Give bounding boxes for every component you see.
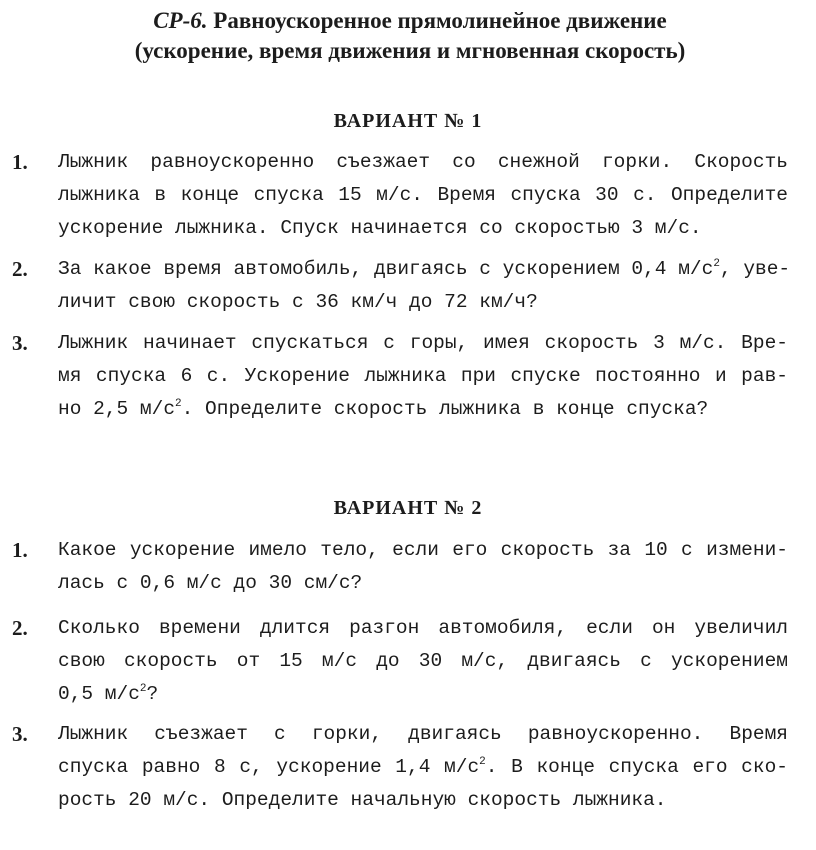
- problem-text-line: лыжника в конце спуска 15 м/с. Время спуска 30 с. Определите: [58, 184, 788, 206]
- worksheet-title-text: Равноускоренное прямолинейное движение: [213, 8, 667, 33]
- superscript: 2: [479, 756, 486, 768]
- problem-number: 1.: [12, 150, 28, 174]
- worksheet-code: СР-6.: [153, 8, 208, 33]
- problem-text-line: спуска равно 8 с, ускорение 1,4 $м/с^2$. В конце спуска его ско-: [58, 756, 788, 778]
- problem-text-line: рость 20 м/с. Определите начальную скорость лыжника.: [58, 789, 667, 811]
- problem-text-line: За какое время автомобиль, двигаясь с ускорением 0,4 $м/с^2$, уве-: [58, 258, 791, 280]
- problem-text-line: личит свою скорость с 36 км/ч до 72 км/ч?: [58, 291, 538, 313]
- problem-number: 2.: [12, 257, 28, 281]
- problem-text-line: ускорение лыжника. Спуск начинается со скоростью 3 м/с.: [58, 217, 702, 239]
- problem-text-line: Лыжник начинает спускаться с горы, имея скорость 3 м/с. Вре-: [58, 332, 788, 354]
- problem-text-line: Какое ускорение имело тело, если его скорость за 10 с измени-: [58, 539, 788, 561]
- problem-number: 1.: [12, 538, 28, 562]
- problem-text-line: свою скорость от 15 м/с до 30 м/с, двигаясь с ускорением: [58, 650, 788, 672]
- variant-1-title: ВАРИАНТ № 1: [333, 110, 483, 132]
- problem-number: 3.: [12, 722, 28, 746]
- problem-number: 3.: [12, 331, 28, 355]
- superscript: 2: [175, 398, 182, 410]
- problem-text-line: но 2,5 $м/с^2$. Определите скорость лыжника в конце спуска?: [58, 398, 709, 420]
- superscript: 2: [139, 683, 147, 695]
- problem-text-line: Лыжник равноускоренно съезжает со снежной горки. Скорость: [58, 151, 788, 173]
- superscript: 2: [713, 258, 720, 270]
- problem-text-line: лась с 0,6 м/с до 30 см/с?: [58, 572, 363, 594]
- worksheet-subtitle: (ускорение, время движения и мгновенная скорость): [134, 38, 686, 63]
- problem-text-line: Сколько времени длится разгон автомобиля, если он увеличил: [58, 617, 788, 639]
- worksheet-title: [60, 6, 760, 36]
- problem-text-line: 0,5 $м/с^2$?: [58, 683, 159, 705]
- problem-text-line: мя спуска 6 с. Ускорение лыжника при спуске постоянно и рав-: [58, 365, 788, 387]
- problem-text-line: Лыжник съезжает с горки, двигаясь равноускоренно. Время: [58, 723, 788, 745]
- problem-number: 2.: [12, 616, 28, 640]
- variant-2-title: ВАРИАНТ № 2: [333, 497, 483, 519]
